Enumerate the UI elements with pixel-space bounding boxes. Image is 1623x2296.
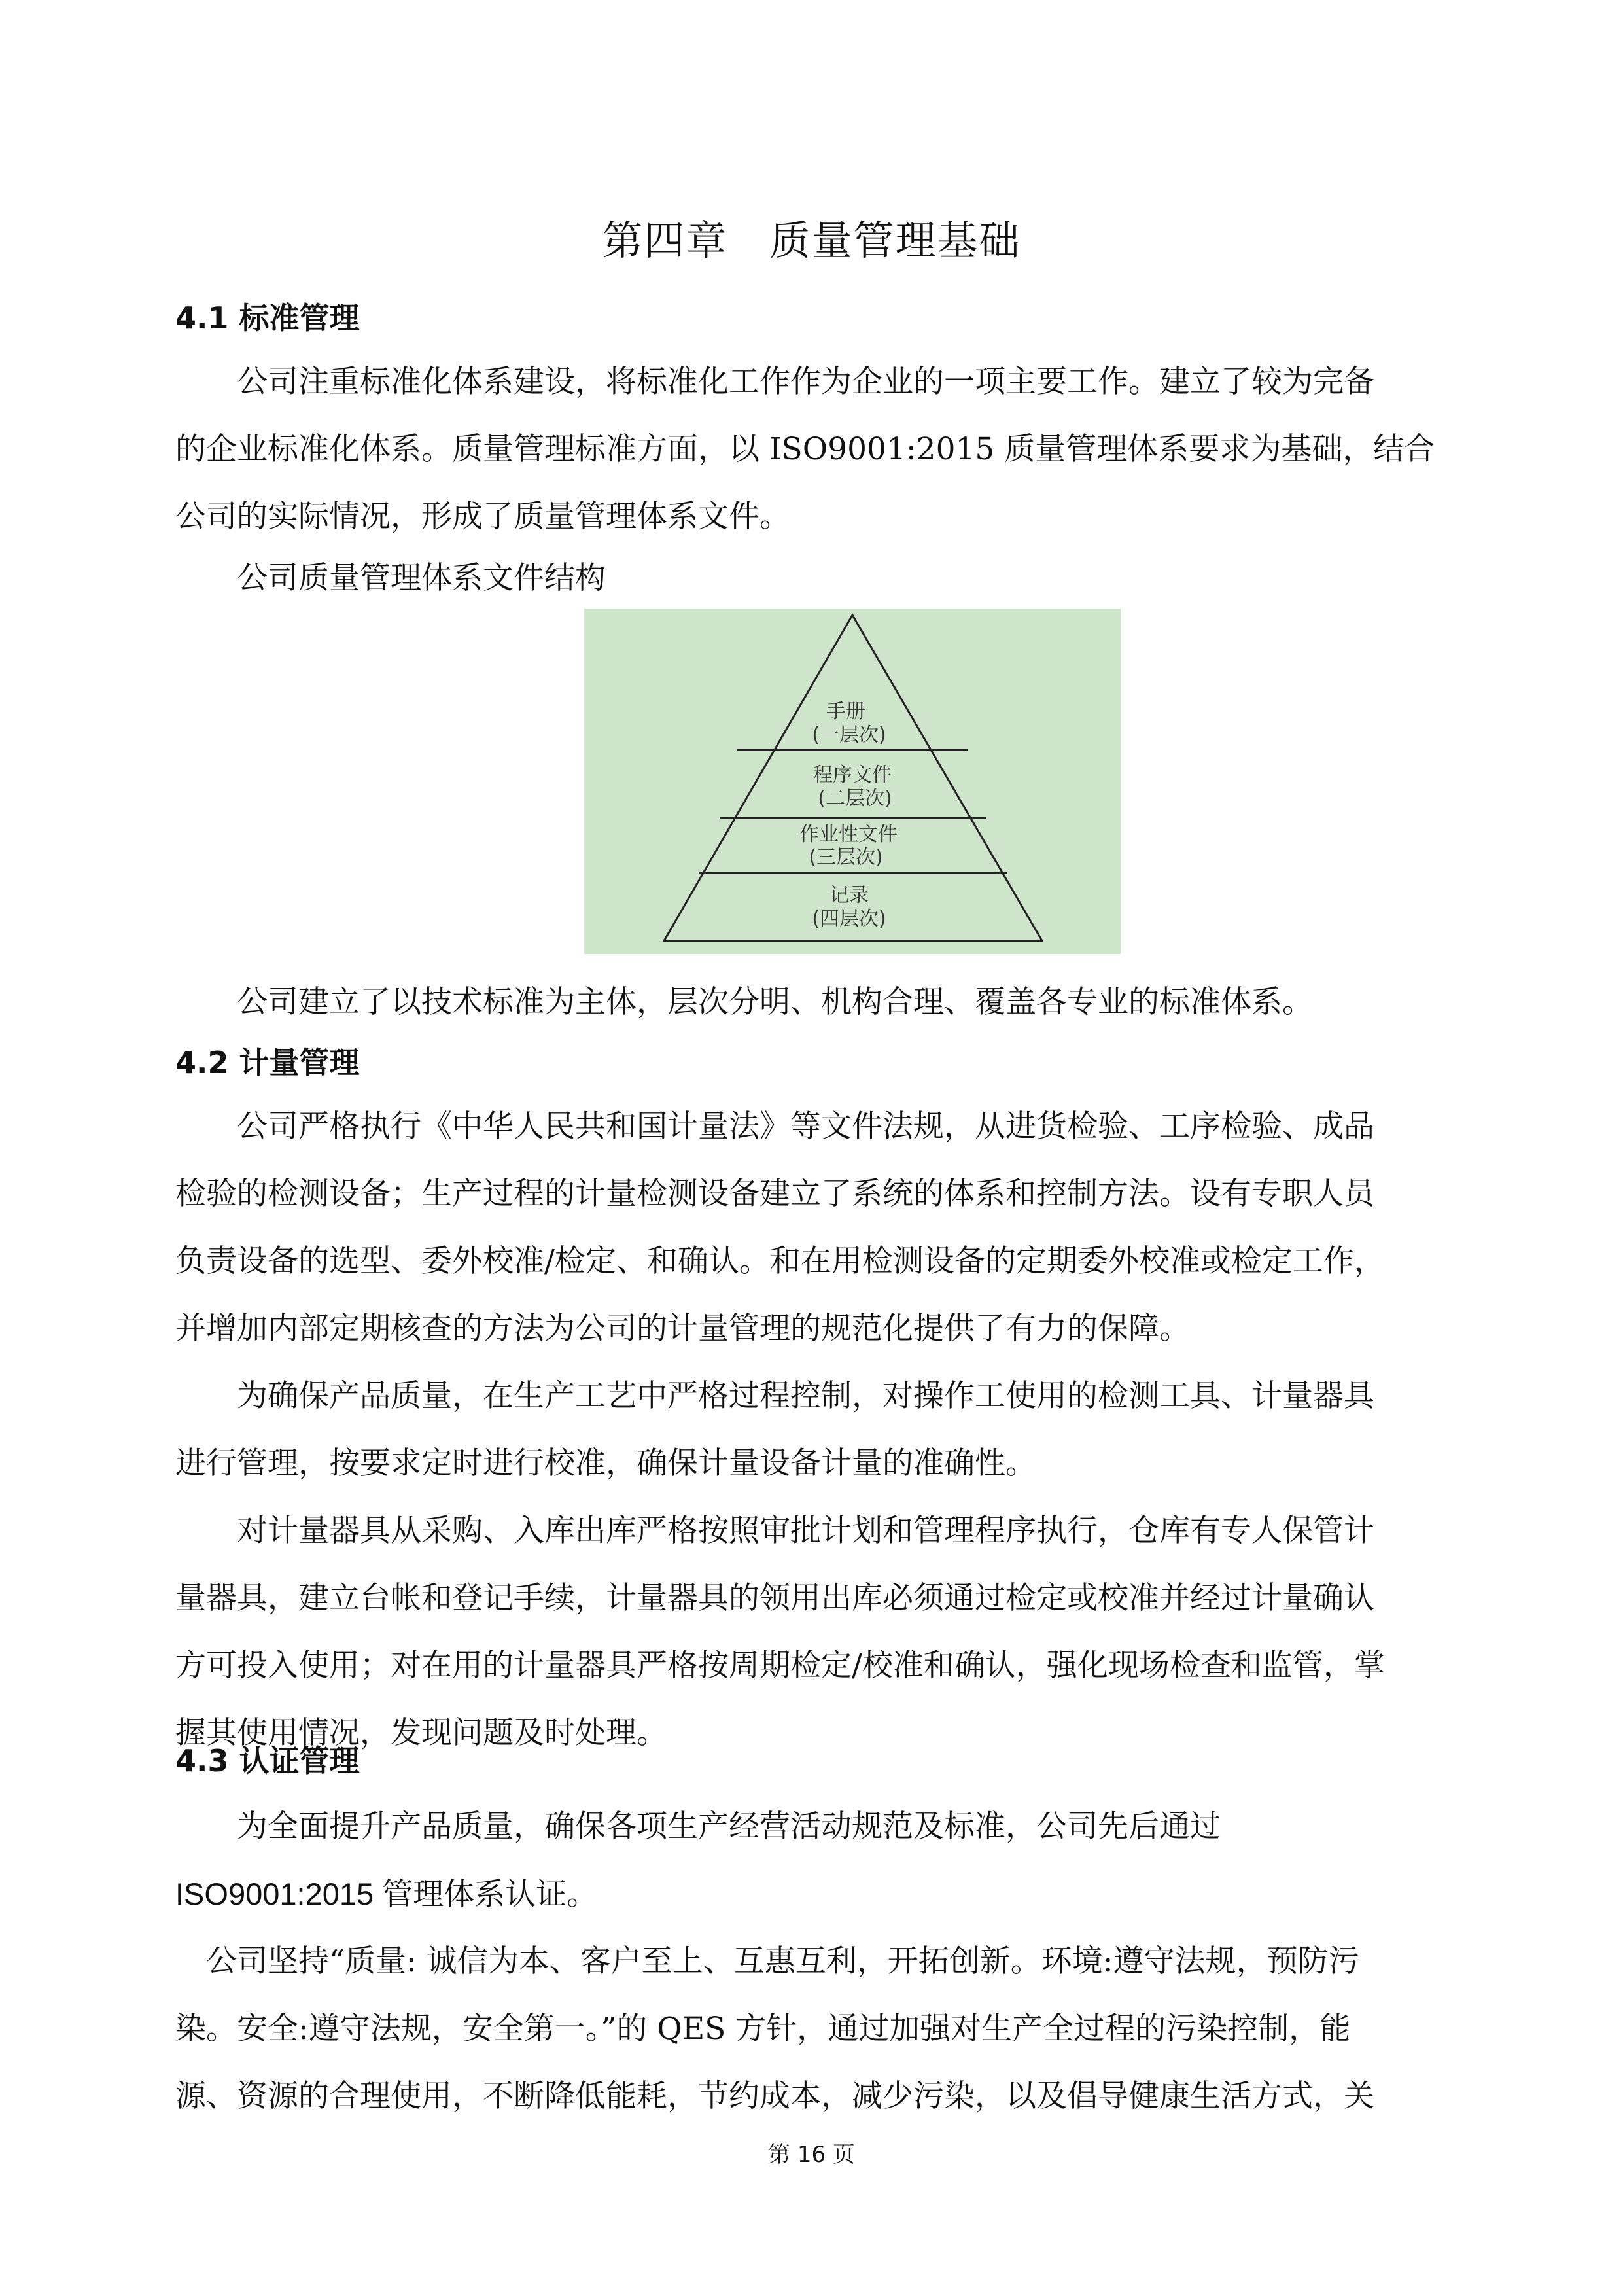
tier-4-level: (四层次) (812, 908, 886, 930)
section-4-3 (175, 1740, 1464, 1781)
text-line: 公司注重标准化体系建设，将标准化工作作为企业的一项主要工作。建立了较为完备 (237, 364, 1374, 400)
section-4-1-paragraph-1 (175, 348, 1464, 550)
section-4-2 (175, 1042, 1464, 1083)
section-heading-4-1: 4.1 标准管理 (175, 300, 360, 336)
text-line: 对计量器具从采购、入库出库严格按照审批计划和管理程序执行，仓库有专人保管计 (237, 1513, 1374, 1549)
text-line: 公司建立了以技术标准为主体，层次分明、机构合理、覆盖各专业的标准体系。 (237, 984, 1313, 1020)
text-line: 为确保产品质量，在生产工艺中严格过程控制，对操作工使用的检测工具、计量器具 (237, 1378, 1374, 1414)
text-line: 进行管理，按要求定时进行校准，确保计量设备计量的准确性。 (175, 1445, 1036, 1481)
section-4-2-paragraph-1 (175, 1093, 1464, 1767)
tier-3-name: 作业性文件 (799, 823, 898, 846)
tier-2-name: 程序文件 (813, 764, 892, 786)
figure-caption: 公司质量管理体系文件结构 (237, 560, 606, 596)
text-line: 的企业标准化体系。质量管理标准方面，以 ISO9001:2015 质量管理体系要求为基础，结合 (175, 431, 1435, 467)
section-heading-4-3: 4.3 认证管理 (175, 1743, 360, 1778)
text-line: 检验的检测设备；生产过程的计量检测设备建立了系统的体系和控制方法。设有专职人员 (175, 1176, 1374, 1212)
text-line: 量器具，建立台帐和登记手续，计量器具的领用出库必须通过检定或校准并经过计量确认 (175, 1580, 1374, 1616)
text-line: 公司的实际情况，形成了质量管理体系文件。 (175, 499, 790, 535)
section-4-1-paragraph-2 (175, 968, 1464, 1036)
text-line: 染。安全:遵守法规，安全第一。”的 QES 方针，通过加强对生产全过程的污染控制，能 (175, 2011, 1351, 2047)
text-line: 公司严格执行《中华人民共和国计量法》等文件法规，从进货检验、工序检验、成品 (237, 1108, 1374, 1144)
text-line: ISO9001:2015 管理体系认证。 (175, 1877, 598, 1911)
pyramid-figure (584, 609, 1121, 954)
section-heading-4-2: 4.2 计量管理 (175, 1045, 360, 1080)
section-4-3-paragraph-1 (175, 1793, 1464, 2130)
pyramid-diagram (584, 609, 1121, 954)
text-line: 握其使用情况，发现问题及时处理。 (175, 1715, 667, 1751)
text-line: 并增加内部定期核查的方法为公司的计量管理的规范化提供了有力的保障。 (175, 1311, 1190, 1347)
text-line: 负责设备的选型、委外校准/检定、和确认。和在用检测设备的定期委外校准或检定工作， (175, 1243, 1385, 1279)
tier-1-name: 手册 (826, 700, 865, 723)
text-line: 源、资源的合理使用，不断降低能耗，节约成本，减少污染，以及倡导健康生活方式，关 (175, 2078, 1374, 2114)
text-line: 公司坚持“质量: 诚信为本、客户至上、互惠互利，开拓创新。环境:遵守法规，预防污 (206, 1943, 1359, 1979)
chapter-title: 第四章 质量管理基础 (602, 217, 1021, 264)
text-line: 方可投入使用；对在用的计量器具严格按周期检定/校准和确认，强化现场检查和监管，掌 (175, 1648, 1385, 1684)
tier-2-level: (二层次) (818, 787, 892, 810)
tier-4-name: 记录 (829, 884, 869, 907)
page-number: 第 16 页 (768, 2142, 855, 2168)
tier-3-level: (三层次) (809, 846, 883, 869)
tier-1-level: (一层次) (812, 724, 886, 747)
text-line: 为全面提升产品质量，确保各项生产经营活动规范及标准，公司先后通过 (237, 1809, 1221, 1845)
figure-caption-block (175, 544, 1464, 612)
section-4-1 (175, 298, 1464, 338)
